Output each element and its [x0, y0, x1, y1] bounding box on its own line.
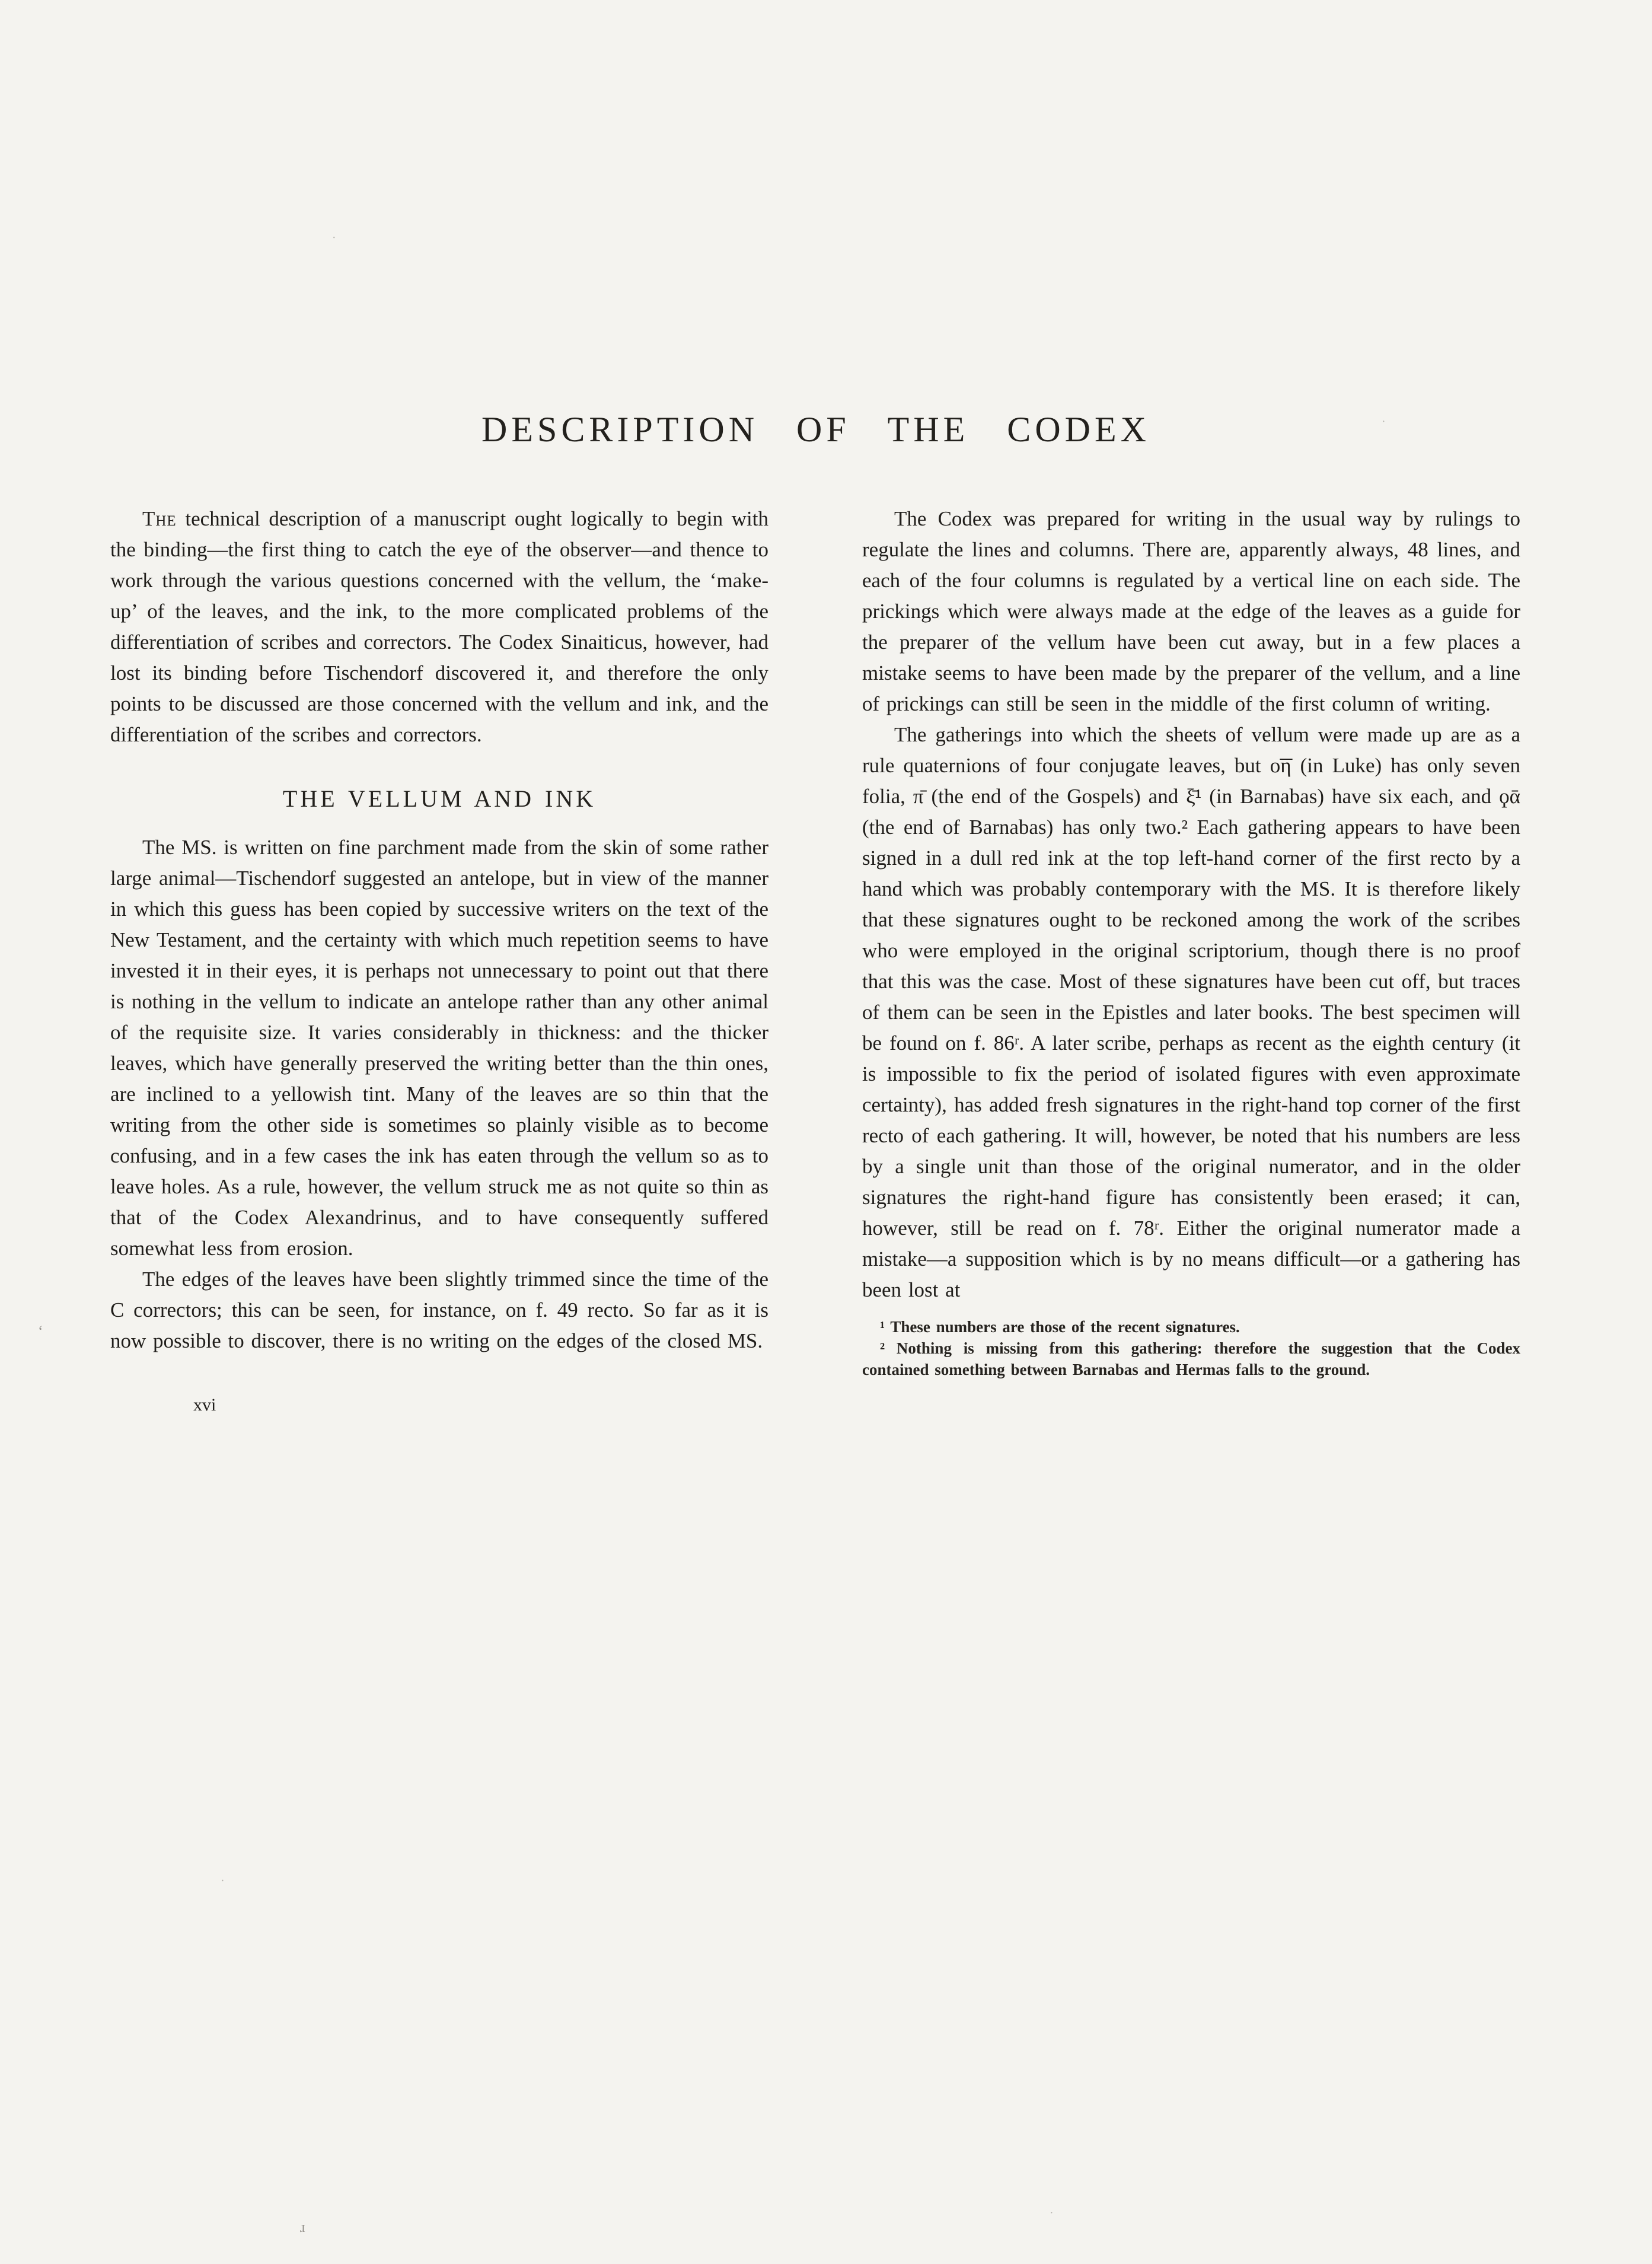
paragraph-trimmed-edges: The edges of the leaves have been slightly trimmed since the time of the C correctors; this can be seen, for instance, on f. 49 recto. So far as it is now possible to discover, there is no writing on the edges of the closed MS.: [110, 1268, 768, 1352]
scan-artifact: ɹ: [300, 2218, 305, 2236]
scanned-book-page: [110, 409, 1522, 1421]
paragraph-vellum-description: The MS. is written on fine parchment made from the skin of some rather large animal—Tischendorf suggested an antelope, but in view of the manner in which this guess has been copied by successive writers on the text of the New Testament, and the certainty with which much repetition seems to have invested it in their eyes, it is perhaps not unnecessary to point out that there is nothing in the vellum to indicate an antelope rather than any other animal of the requisite size. It varies considerably in thickness: and the thicker leaves, which have generally preserved the writing better than the thin ones, are inclined to a yellowish tint. Many of the leaves are so thin that the writing from the other side is sometimes so plainly visible as to become confusing, and in a few cases the ink has eaten through the vellum so as to leave holes. As a rule, however, the vellum struck me as not quite so thin as that of the Codex Alexandrinus, and to have consequently suffered somewhat less from erosion.: [110, 836, 768, 1260]
scan-artifact: ·: [1050, 2206, 1054, 2220]
left-column: [110, 504, 768, 1421]
paragraph-gatherings: The gatherings into which the sheets of vellum were made up are as a rule quaternions of four conjugate leaves, but ο͞η (in Luke) has only seven folia, π̄ (the end of the Gospels) and ξ̄¹ (in Barnabas) have six each, and ϙᾱ (the end of Barnabas) has only two.² Each gathering appears to have been signed in a dull red ink at the top left-hand corner of the first recto by a hand which was probably contemporary with the MS. It is therefore likely that these signatures ought to be reckoned among the work of the scribes who were employed in the original scriptorium, though there is no proof that this was the case. Most of these signatures have been cut off, but traces of them can be seen in the Epistles and later books. The best specimen will be found on f. 86ʳ. A later scribe, perhaps as recent as the eighth century (it is impossible to fix the period of isolated figures with even approximate certainty), has added fresh signatures in the right-hand top corner of the first recto of each gathering. It will, however, be noted that his numbers are less by a single unit than those of the original numerator, and in the older signatures the right-hand figure has consistently been erased; it can, however, still be read on f. 78ʳ. Either the original numerator made a mistake—a supposition which is by no means difficult—or a gathering has been lost at: [862, 723, 1520, 1301]
footnote-1: ¹ These numbers are those of the recent signatures.: [880, 1318, 1240, 1336]
right-column: [862, 504, 1520, 1380]
page-number: xvi: [193, 1395, 216, 1415]
text-columns: [110, 504, 1522, 1421]
scan-artifact: ·: [332, 231, 336, 244]
scan-artifact: ‘: [38, 1323, 43, 1340]
footnotes: [862, 1316, 1520, 1380]
section-heading-vellum-and-ink: THE VELLUM AND INK: [282, 785, 597, 812]
paragraph-rulings: The Codex was prepared for writing in the usual way by rulings to regulate the lines and columns. There are, apparently always, 48 lines, and each of the four columns is regulated by a vertical line on each side. The prickings which were always made at the edge of the leaves as a guide for the preparer of the vellum have been cut away, but in a few places a mistake seems to have been made by the preparer of the vellum, and a line of prickings can still be seen in the middle of the first column of writing.: [862, 507, 1520, 715]
scan-artifact: ·: [1382, 415, 1386, 428]
lead-word: The: [142, 507, 177, 530]
opening-paragraph: [110, 504, 768, 750]
footnote-2: ² Nothing is missing from this gathering: therefore the suggestion that the Codex contained something between Barnabas and Hermas falls to the ground.: [862, 1339, 1520, 1378]
opening-paragraph-text: technical description of a manuscript ought logically to begin with the binding—the first thing to catch the eye of the observer—and thence to work through the various questions concerned with the vellum, the ‘make-up’ of the leaves, and the ink, to the more complicated problems of the differentiation of scribes and correctors. The Codex Sinaiticus, however, had lost its binding before Tischendorf discovered it, and therefore the only points to be discussed are those concerned with the vellum and ink, and the differentiation of the scribes and correctors.: [110, 507, 768, 746]
scan-artifact: ·: [221, 1874, 225, 1887]
page-title: DESCRIPTION OF THE CODEX: [481, 410, 1150, 449]
